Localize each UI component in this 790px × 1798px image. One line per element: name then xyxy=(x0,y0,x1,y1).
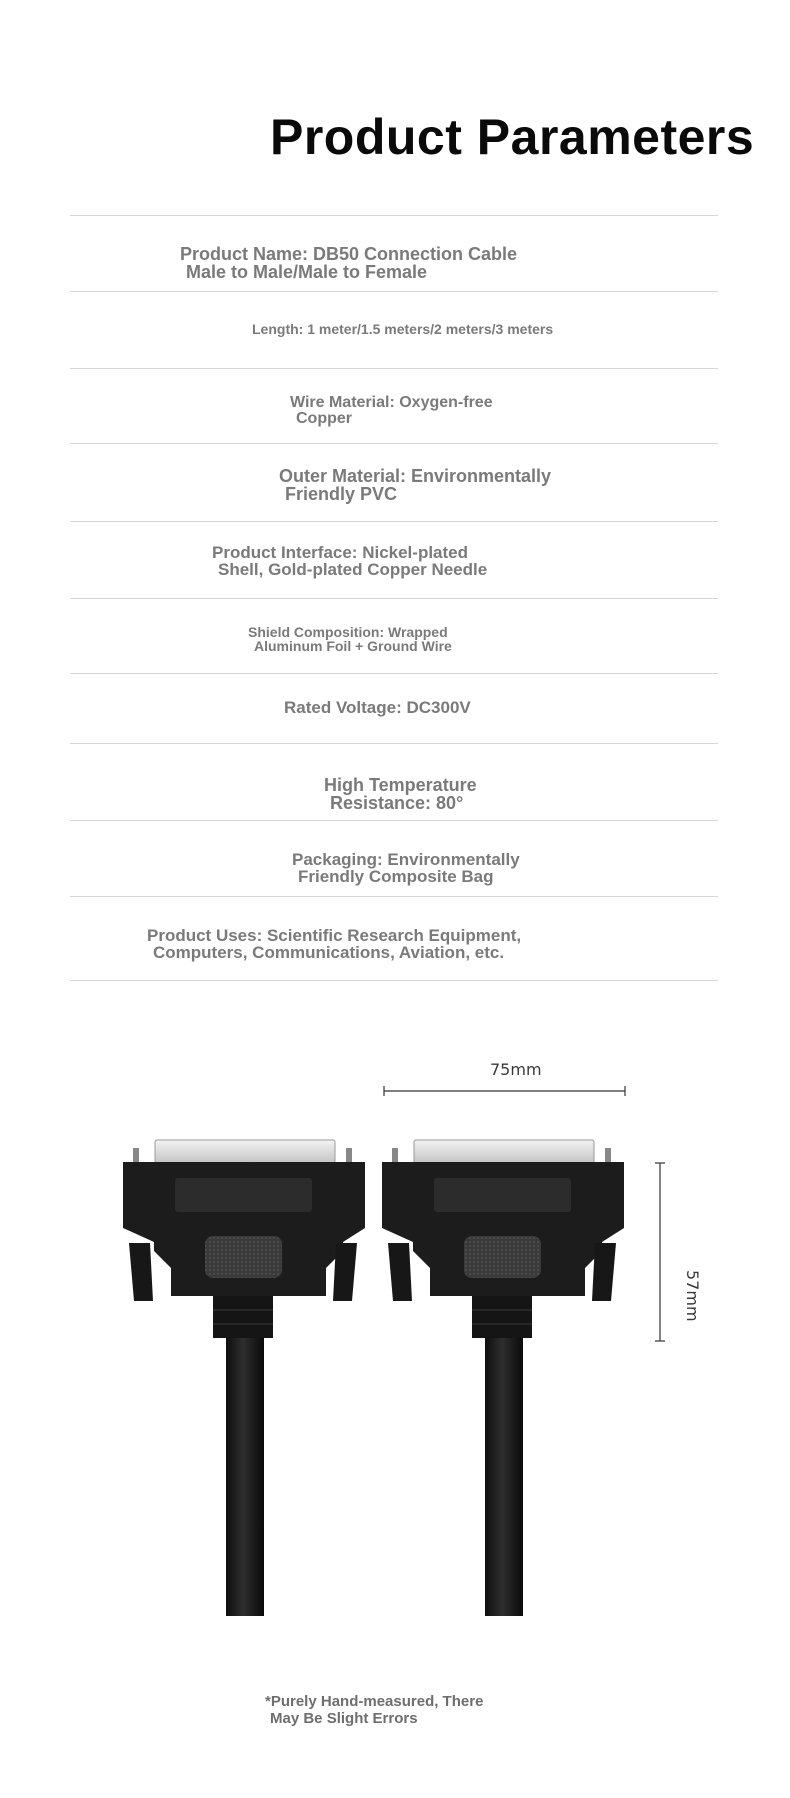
param-line: Rated Voltage: DC300V xyxy=(284,698,471,717)
db50-connector-left xyxy=(123,1140,365,1616)
footnote-line: May Be Slight Errors xyxy=(270,1709,418,1727)
param-line: Product Interface: Nickel-plated xyxy=(212,543,469,562)
param-line: Friendly PVC xyxy=(285,484,398,504)
param-line: Length: 1 meter/1.5 meters/2 meters/3 meters xyxy=(252,321,554,337)
param-line: Wire Material: Oxygen-free xyxy=(290,394,493,411)
param-line: Aluminum Foil + Ground Wire xyxy=(254,638,452,654)
page-title: Product Parameters xyxy=(270,109,755,165)
param-line: Computers, Communications, Aviation, etc. xyxy=(153,943,505,962)
footnote-line: *Purely Hand-measured, There xyxy=(265,1693,484,1710)
db50-connector-right xyxy=(382,1140,624,1616)
param-line: Shield Composition: Wrapped xyxy=(248,624,448,640)
measurement-footnote xyxy=(265,1694,483,1727)
param-line: High Temperature xyxy=(324,775,477,795)
param-line: Outer Material: Environmentally xyxy=(279,466,552,486)
width-dimension-line xyxy=(384,1086,625,1096)
param-line: Copper xyxy=(296,410,352,427)
height-dimension-label: 57mm xyxy=(683,1270,702,1322)
param-line: Male to Male/Male to Female xyxy=(186,262,428,282)
param-line: Packaging: Environmentally xyxy=(292,850,520,869)
param-line: Shell, Gold-plated Copper Needle xyxy=(218,560,488,579)
width-dimension-label: 75mm xyxy=(490,1060,542,1079)
param-line: Friendly Composite Bag xyxy=(298,867,494,886)
param-line: Resistance: 80° xyxy=(330,793,464,813)
height-dimension-line xyxy=(655,1163,665,1341)
param-line: Product Name: DB50 Connection Cable xyxy=(180,244,518,264)
param-line: Product Uses: Scientific Research Equipment, xyxy=(147,926,522,945)
